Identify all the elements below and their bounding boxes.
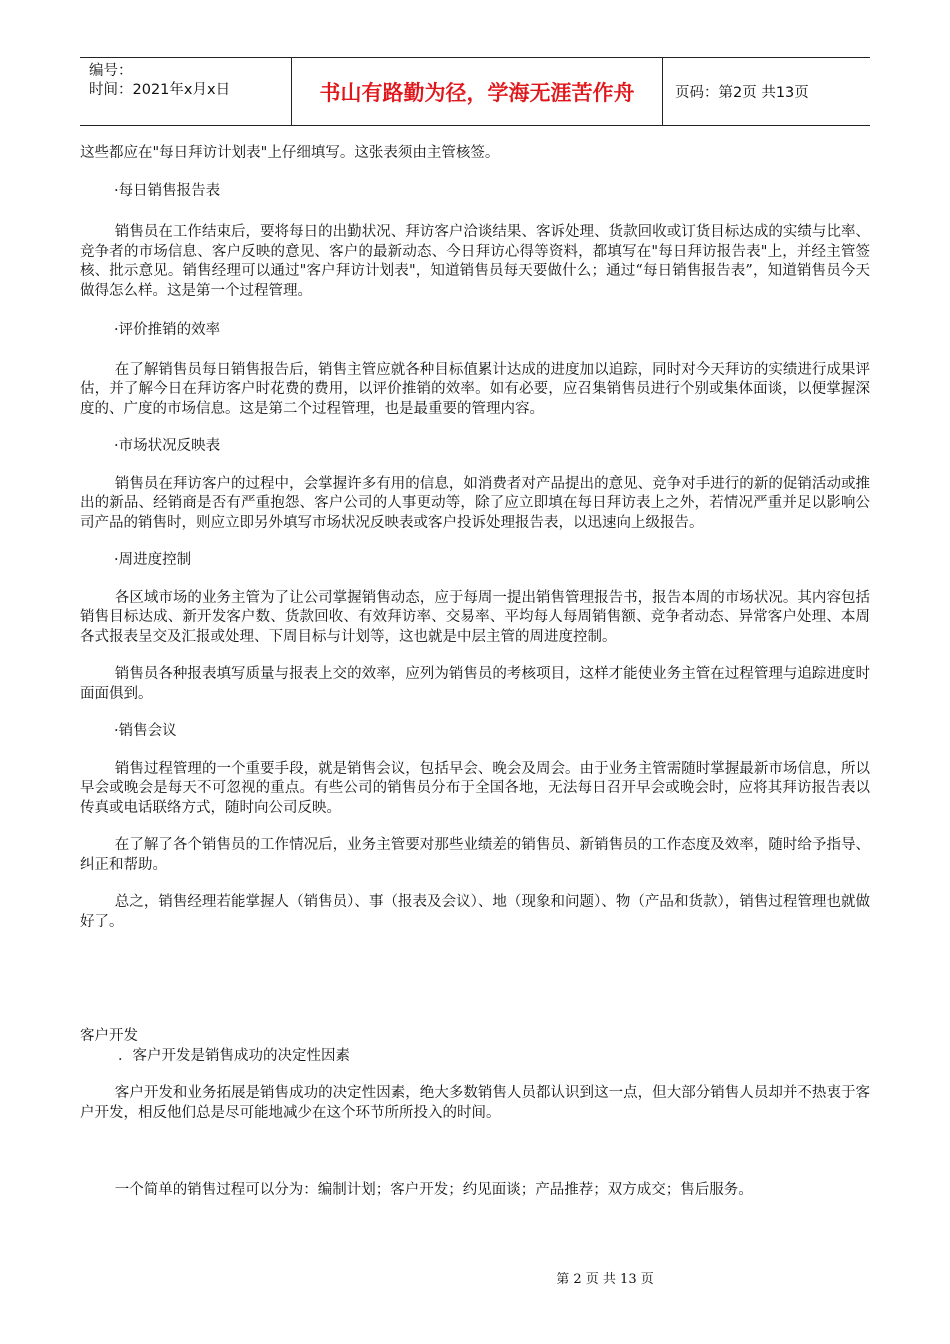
paragraph: 销售员在工作结束后，要将每日的出勤状况、拜访客户洽谈结果、客诉处理、货款回收或订货目标达成的实绩与比率、竞争者的市场信息、客户反映的意见、客户的最新动态、今日拜访心得等资料，都填写在"每日拜访报告表"上，并经主管签核、批示意见。销售经理可以通过"客户拜访计划表"，知道销售员每天要做什么；通过“每日销售报告表”，知道销售员今天做得怎么样。这是第一个过程管理。 <box>80 224 870 299</box>
header-motto: 书山有路勤为径，学海无涯苦作舟 <box>292 58 663 125</box>
section-heading: ·每日销售报告表 <box>114 182 221 199</box>
header-page-info: 页码：第2页 共13页 <box>675 85 809 101</box>
page-footer: 第 2 页 共 13 页 <box>556 1272 654 1287</box>
paragraph: 在了解了各个销售员的工作情况后，业务主管要对那些业绩差的销售员、新销售员的工作态度及效率，随时给予指导、纠正和帮助。 <box>80 837 870 873</box>
header-meta <box>80 58 292 125</box>
document-body <box>80 144 870 1201</box>
time-label: 时间：2021年x月x日 <box>89 82 231 98</box>
subsection-title: ．客户开发是销售成功的决定性因素 <box>118 1047 350 1064</box>
paragraph: 销售过程管理的一个重要手段，就是销售会议，包括早会、晚会及周会。由于业务主管需随时掌握最新市场信息，所以早会或晚会是每天不可忽视的重点。有些公司的销售员分布于全国各地，无法每日召开早会或晚会时，应将其拜访报告表以传真或电话联络方式，随时向公司反映。 <box>80 760 870 816</box>
paragraph: 销售员在拜访客户的过程中，会掌握许多有用的信息，如消费者对产品提出的意见、竞争对手进行的新的促销活动或推出的新品、经销商是否有严重抱怨、客户公司的人事更动等，除了应立即填在每日拜访表上之外，若情况严重并足以影响公司产品的销售时，则应立即另外填写市场状况反映表或客户投诉处理报告表，以迅速向上级报告。 <box>80 475 870 531</box>
paragraph: 总之，销售经理若能掌握人（销售员）、事（报表及会议）、地（现象和问题）、物（产品和货款），销售过程管理也就做好了。 <box>80 894 870 930</box>
section-heading: ·评价推销的效率 <box>114 322 221 338</box>
paragraph: 一个简单的销售过程可以分为：编制计划；客户开发；约见面谈；产品推荐；双方成交；售后服务。 <box>114 1182 753 1198</box>
section-title: 客户开发 <box>80 1028 138 1044</box>
page-header <box>80 57 870 126</box>
paragraph: 在了解销售员每日销售报告后，销售主管应就各种目标值累计达成的进度加以追踪，同时对今天拜访的实绩进行成果评估，并了解今日在拜访客户时花费的费用，以评价推销的效率。如有必要，应召集销售员进行个别或集体面谈，以便掌握深度的、广度的市场信息。这是第二个过程管理，也是最重要的管理内容。 <box>80 361 870 417</box>
paragraph: 这些都应在"每日拜访计划表"上仔细填写。这张表须由主管核签。 <box>80 145 500 161</box>
number-label: 编号： <box>89 63 133 79</box>
paragraph: 各区域市场的业务主管为了让公司掌握销售动态，应于每周一提出销售管理报告书，报告本周的市场状况。其内容包括销售目标达成、新开发客户数、货款回收、有效拜访率、交易率、平均每人每周销售额、竞争者动态、异常客户处理、本周各式报表呈交及汇报或处理、下周目标与计划等，这也就是中层主管的周进度控制。 <box>80 589 870 645</box>
paragraph: 销售员各种报表填写质量与报表上交的效率，应列为销售员的考核项目，这样才能使业务主管在过程管理与追踪进度时面面俱到。 <box>80 666 870 702</box>
paragraph: 客户开发和业务拓展是销售成功的决定性因素，绝大多数销售人员都认识到这一点，但大部分销售人员却并不热衷于客户开发，相反他们总是尽可能地减少在这个环节所所投入的时间。 <box>80 1085 870 1121</box>
section-heading: ·市场状况反映表 <box>114 438 221 454</box>
section-heading: ·周进度控制 <box>114 552 192 568</box>
section-heading: ·销售会议 <box>114 723 177 739</box>
